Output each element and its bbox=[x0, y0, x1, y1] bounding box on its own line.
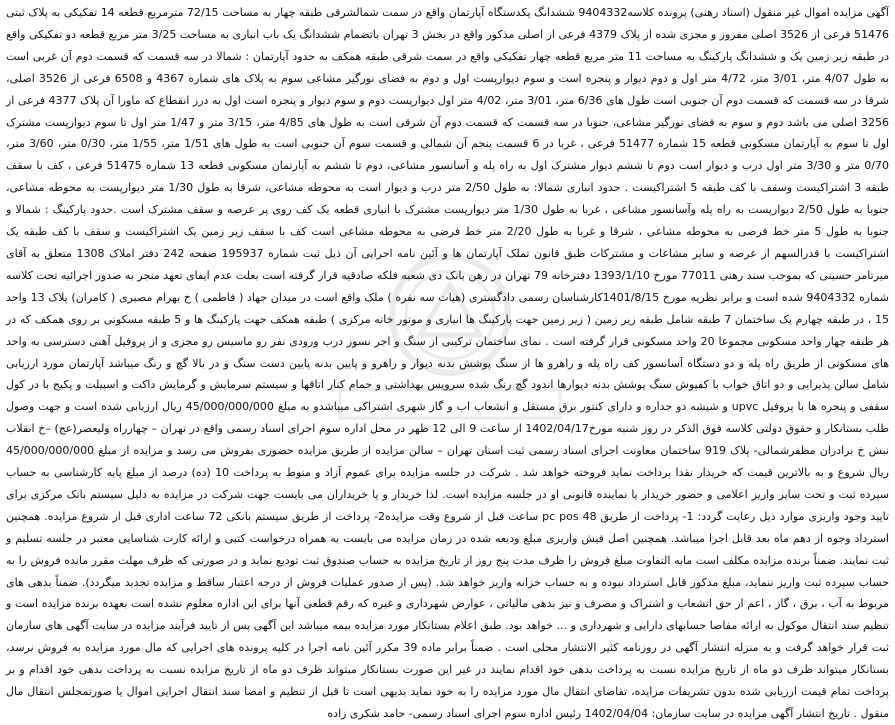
auction-notice-text: آگهی مزایده اموال غیر منقول (اسناد رهنی) پرونده کلاسه9404332 ششدانگ یکدستگاه آپارتمان واقع در سمت شمالشرقی طبقه چهار به مساحت 72/15 مترمربع قطعه 14 تفکیکی به پلاک ثبتی 51476 فرعی از 3526 اصلی مفروز و مجزی شده از پلاک 4379 فرعی از اصلی مذکور واقع در بخش 3 تهران باتضمام ششدانگ یک باب انباری به مساحت 3/25 متر مربع قطعه دو تفکیکی واقع در طبقه زیر زمین یک و ششدانگ پارکینگ به مساحت 11 متر مربع قطعه چهار تفکیکی واقع در سمت شرقی طبقه همکف به حدود آپارتمان : شمالا در سه قسمت که قسمت دوم آن غربی است به طول 4/07 متر، 3/01 متر، 4/72 متر اول و دوم دیوار و پنجره است و سوم دیوارپست اول و دوم به فضای نورگیر مشاعی سوم به پلاک های شماره 4367 و 6508 فرعی از 3526 اصلی، شرقا در سه قسمت که قسمت دوم آن جنوبی است طول های 6/36 متر، 3/01 متر، 4/02 متر اول دیوارپست دوم و سوم دیوار و پنجره است اول به درز انقطاع که ماورا آن پلاک 4377 فرعی از 3256 اصلی می باشد دوم و سوم به فضای نورگیر مشاعی، جنوبا در سه قسمت که قسمت دوم آن شرقی است به طول های 4/85 متر، 3/15 متر و 1/47 متر اول تا سوم دیوارپست مشترک اول تا سوم به آپارتمان مسکونی قطعه 15 شماره 51477 فرعی ، غربا در 6 قسمت پنجم آن شمالی و قسمت سوم آن جنوبی است به طول های 1/51 متر، 1/55 متر، 0/30 متر، 3/60 متر، 0/70 متر و 3/30 متر اول درب و دیوار است دوم تا ششم دیوار مشترک اول به راه پله و آسانسور مشاعی، دوم تا ششم به آپارتمان مسکونی قطعه 13 شماره 51475 فرعی ، کف با سقف طبقه 3 اشتراکیست وسقف با کف طبقه 5 اشتراکیست . حدود انباری شمالا: به طول 2/50 متر درب و دیوار است به محوطه مشاعی، شرقا به طول 1/30 متر دیوارپست به محوطه مشاعی، جنوبا به طول 2/50 دیوارپست به راه پله وآسانسور مشاعی ، غربا به طول 1/30 متر دیوارپست مشترک با انباری قطعه یک کف روی پر عرصه و سقف مشترک است .حدود پارکینگ : شمالا و جنوبا به طول 5 متر خط فرضی به محوطه مشاعی ، شرقا و غربا به طول 2/20 متر خط فرضی به محوطه مشاعی است کف با سقف زیر زمین یک اشتراکیست و سقف با کف طبقه یک اشتراکیست با قدرالسهم از عرصه و سایر مشاعات و مشترکات طبق قانون تملک آپارتمان ها و آئین نامه اجرایی آن ذیل ثبت شماره 195937 صفحه 242 دفتر املاک 1308 متعلق به آقای میرتامر حسینی که بموجب سند رهنی 77011 مورخ 1393/1/10 دفترخانه 79 تهران در رهن بانک دی شعبه فلکه صادقیه قرار گرفته است بعلت عدم ایفای تعهد منجر به صدور اجرائیه تحت کلاسه شماره 9404332 شده است و برابر نظریه مورخ 1401/8/15کارشناسان رسمی دادگستری (هیات سه نفره ) ملک واقع است در میدان جهاد ( فاطمی ) خ بهرام مصیری ( کامران) پلاک 13 واحد 15 ، در طبقه چهارم یک ساختمان 7 طبقه شامل طبقه زیر زمین ( زیر زمین جهت پارکینگ ها انباری و موتور خانه مرکزی ) طبقه همکف جهت پارکینگ ها و 5 طبقه مسکونی بر روی همکف که در هر طبقه چهار واحد مسکونی مجموعا 20 واحد مسکونی قرار گرفته است . نمای ساختمان ترکیبی از سنگ و اجر نسوز درب ورودی نفر رو ماسیس رو مجزی و از پروفیل آهنی دسترسی به واحد های مسکونی از طریق راه پله و دو دستگاه آسانسور کف راه پله و راهرو ها از سنگ پوشش بدنه دیوار و راهرو و پایین بدنه پایین دست سنگ و در بالا گچ و رنگ میباشد آپارتمان مورد ارزیابی شامل سالن پذیرایی و دو اتاق خواب با کفپوش سنگ پوشش بدنه دیوارها اندود گچ رنگ شده سرویس بهداشتی و حمام کنار اتاقها و سیستم سرمایش و گرمایش داکت و اسپیلت و پکیج با در کول سقفی و پنجره ها با پروفیل upvc و شیشه دو جداره و دارای کنتور برق مستقل و انشعاب اب و گاز شهری اشتراکی میباشدو به مبلغ 45/000/000/000 ریال ارزیابی شده است و جهت وصول طلب بستانکار و حقوق دولتی کلاسه فوق الذکر در روز شنبه مورخ1402/04/17 از ساعت 9 الی 12 ظهر در محل اداره سوم اجرای اسناد رسمی واقع در تهران – چهارراه ولیعصر(عج) –خ انقلاب نبش خ برادران مظفرشمالی- پلاک 919 ساختمان معاونت اجرای اسناد رسمی ثبت استان تهران – سالن مزایده از طریق مزایده حضوری بفروش می رسد و مزایده از مبلغ 45/000/000/000 ریال شروع و به بالاترین قیمت که خریدار نقدا پرداخت نماید فروخته خواهد شد . شرکت در جلسه مزایده برای عموم آزاد و منوط به پرداخت 10 (ده) درصد از مبلغ پایه کارشناسی به حساب سپرده ثبت و تحت سایر واریز اعلامی و حضور خریدار یا نماینده قانونی او در جلسه مزایده است. لذا خریدار و یا خریداران می بایست جهت شرکت در مزایده به دلیل سیستم بانک مرکزی برای تایید وجود واریزی موارد ذیل رعایت گردد: 1- پرداخت از طریق pc pos 48 ساعت قبل از شروع وقت مزایده2- پرداخت از طریق سیستم بانکی 72 ساعت اداری قبل از شروع مزایده. همچنین استرداد وجوه از دهم ماه بعد قابل اجرا میباشد. همچنین اصل فیش واریزی مبلغ ودیعه شده در زمان مزایده می بایست به همراه درخواست کتبی و ارائه کارت شناسایی معتبر در جلسه تسلیم و ثبت نمایند. ضمناً برنده مزایده مکلف است مابه التفاوت مبلغ فروش را ظرف مدت پنج روز از تاریخ مزایده به حساب صندوق ثبت تودیع نماید و در صورتی که ظرف مهلت مقرر مانده فروش را به حساب سپرده ثبت واریز ننماید، مبلغ مذکور قابل استرداد نبوده و به حساب خزانه واریز خواهد شد. (پس از صدور عملیات فروش از درجه اعتبار ساقط و مزایده تجدید میگردد). ضمناً بدهی های مربوط به آب ، برق ، گاز ، اعم از حق انشعاب و اشتراک و مصرف و نیز بدهی مالیاتی ، عوارض شهرداری و غیره که رقم قطعی آنها برای این اداره معلوم نشده است بعهده برنده مزایده است و تنظیم سند انتقال موکول به ارائه مفاصا حسابهای دارایی و شهرداری و ... خواهد بود. طبق اعلام بستانکار مورد مزایده بیمه میباشد این آگهی پس از تایید فرآیند مزایده در سایت آگهی های سازمان ثبت قرار خواهد گرفت و به منزله انتشار آگهی در روزنامه کثیر الانتشار محلی است . ضمناً برابر ماده 39 مکرر آئین نامه اجرا در کلیه پرونده های اجرایی که مال مورد مزایده به فروش نرسد، بستانکار میتواند ظرف دو ماه از تاریخ مزایده نسبت به پرداخت بدهی خود اقدام نمایند در غیر این صورت بستانکار میتواند ظرف دو ماه از تاریخ مزایده نسبت به پرداخت بدهی خود اقدام و بر پرداخت تمام قیمت ارزیابی شده بدون تشریفات مزایده، تقاضای انتقال مال مورد مزایده را به خود نماید بدیهی است تا قبل از تنظیم و امضا سند انتقال اجرایی اموال یا صورتمجلس انتقال مال منقول . تاریخ انتشار آگهی مزایده در سایت سازمان: 1402/04/04 رئیس اداره سوم اجرای اسناد رسمی- حامد شکری زاده bbox=[6, 6, 890, 720]
